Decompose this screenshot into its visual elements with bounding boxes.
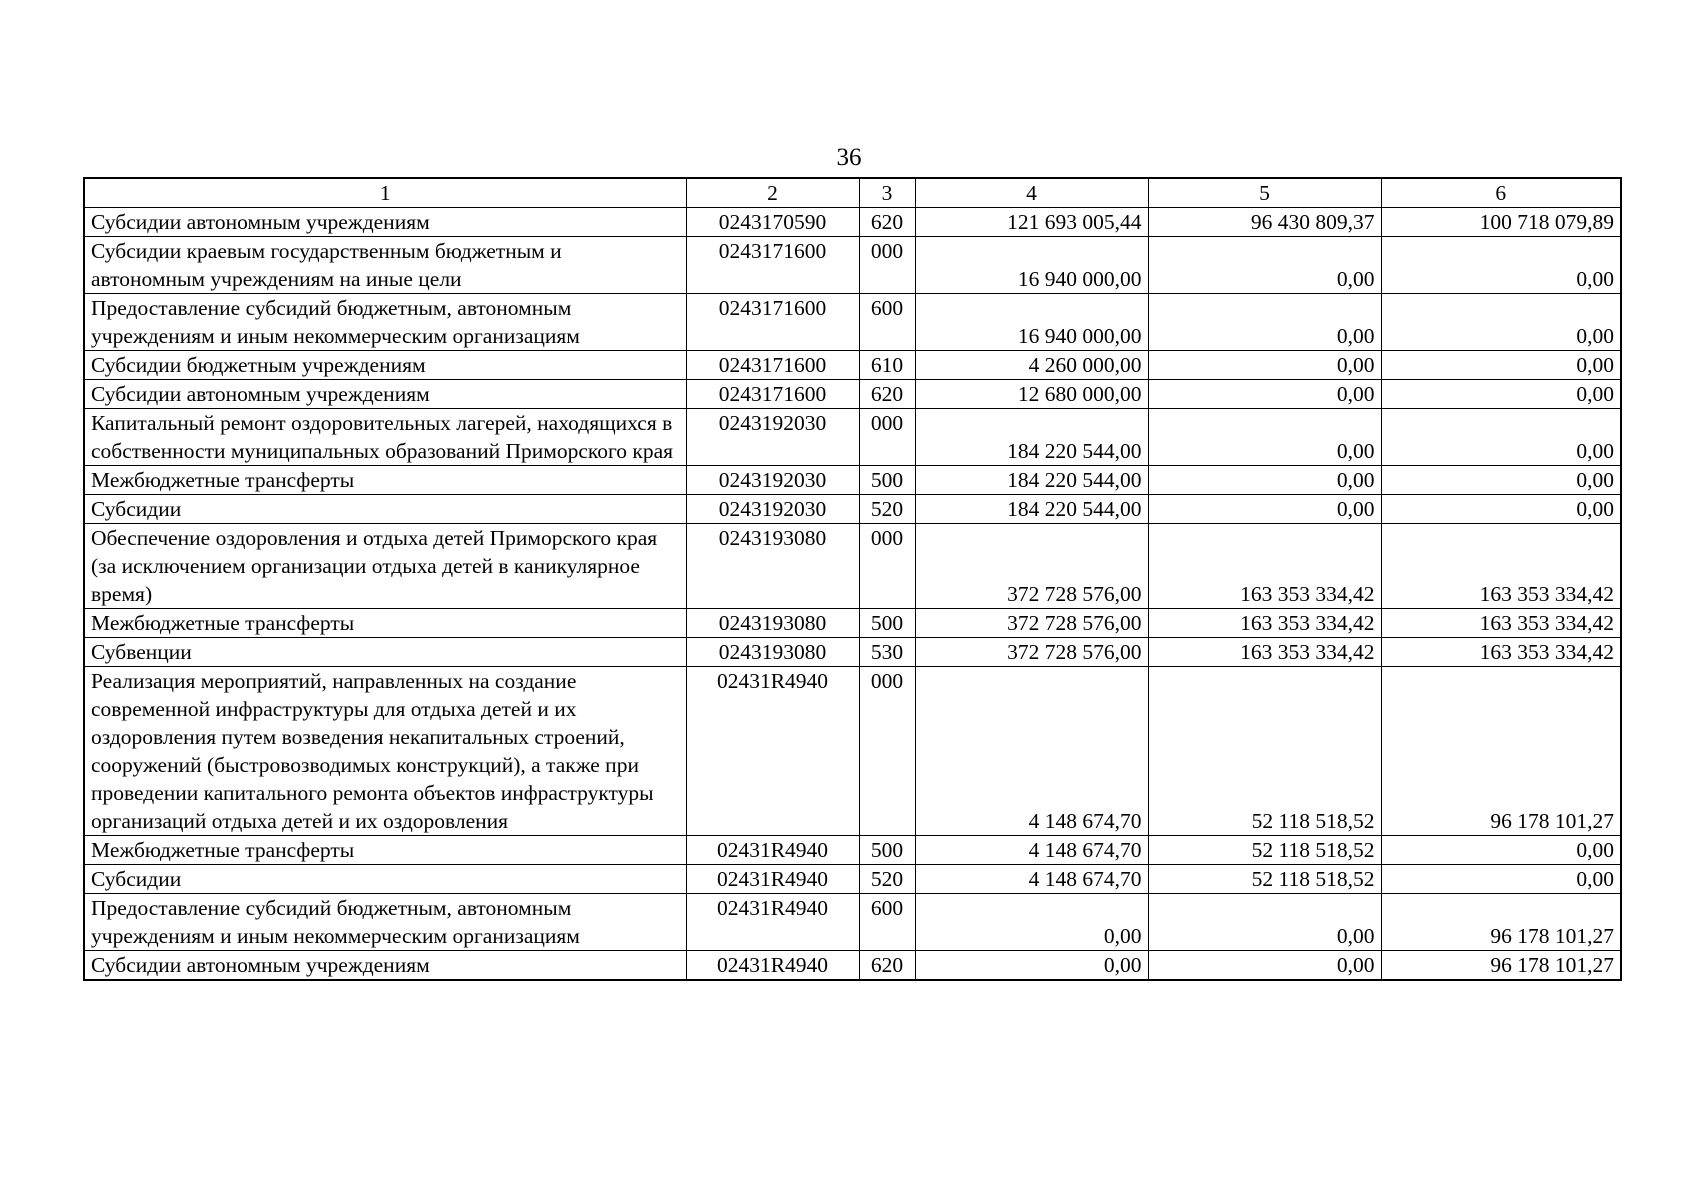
row-amount-col4-cell: 16 940 000,00 [915,237,1148,294]
row-amount-col6-cell: 100 718 079,89 [1381,208,1621,237]
row-amount-col6-cell: 0,00 [1381,466,1621,495]
row-expense-type-cell: 000 [859,237,915,294]
row-amount-col5-cell: 0,00 [1148,294,1381,351]
row-amount-col6-cell: 0,00 [1381,237,1621,294]
row-amount-col6-cell: 163 353 334,42 [1381,609,1621,638]
row-code-cell: 0243192030 [686,466,859,495]
row-name-cell: Субсидии бюджетным учреждениям [84,351,686,380]
row-name-cell: Капитальный ремонт оздоровительных лагерей, находящихся в собственности муниципальных образований Приморского края [84,409,686,466]
row-code-cell: 0243192030 [686,495,859,524]
row-amount-col5-cell: 0,00 [1148,409,1381,466]
row-amount-col5-cell: 52 118 518,52 [1148,836,1381,865]
table-row [84,865,1621,894]
row-amount-col6-cell: 0,00 [1381,351,1621,380]
row-amount-col4-cell: 372 728 576,00 [915,638,1148,667]
row-amount-col5-cell: 163 353 334,42 [1148,638,1381,667]
row-name-cell: Субсидии автономным учреждениям [84,208,686,237]
row-name-cell: Субсидии краевым государственным бюджетным и автономным учреждениям на иные цели [84,237,686,294]
row-name-cell: Субсидии автономным учреждениям [84,951,686,981]
table-row [84,609,1621,638]
row-expense-type-cell: 620 [859,208,915,237]
row-code-cell: 0243171600 [686,380,859,409]
row-expense-type-cell: 600 [859,894,915,951]
row-expense-type-cell: 600 [859,294,915,351]
row-code-cell: 0243171600 [686,294,859,351]
table-row [84,351,1621,380]
row-expense-type-cell: 620 [859,951,915,981]
row-expense-type-cell: 530 [859,638,915,667]
row-amount-col6-cell: 0,00 [1381,409,1621,466]
row-amount-col5-cell: 0,00 [1148,951,1381,981]
table-row [84,294,1621,351]
row-amount-col6-cell: 96 178 101,27 [1381,951,1621,981]
row-name-cell: Межбюджетные трансферты [84,836,686,865]
row-amount-col5-cell: 0,00 [1148,894,1381,951]
row-name-cell: Реализация мероприятий, направленных на создание современной инфраструктуры для отдыха детей и их оздоровления путем возведения некапитальных строений, сооружений (быстровозводимых конструкций), а также при проведении капитального ремонта объектов инфраструктуры организаций отдыха детей и их оздоровления [84,667,686,836]
table-row [84,208,1621,237]
table-header-row [84,178,1621,208]
row-amount-col4-cell: 0,00 [915,894,1148,951]
table-row [84,638,1621,667]
table-row [84,466,1621,495]
column-header: 3 [859,178,915,208]
row-amount-col5-cell: 52 118 518,52 [1148,865,1381,894]
row-amount-col5-cell: 163 353 334,42 [1148,609,1381,638]
row-amount-col5-cell: 0,00 [1148,380,1381,409]
row-code-cell: 02431R4940 [686,667,859,836]
row-amount-col5-cell: 163 353 334,42 [1148,524,1381,609]
row-amount-col6-cell: 0,00 [1381,380,1621,409]
column-header: 4 [915,178,1148,208]
row-amount-col6-cell: 163 353 334,42 [1381,638,1621,667]
row-expense-type-cell: 000 [859,667,915,836]
column-header: 2 [686,178,859,208]
row-amount-col5-cell: 0,00 [1148,495,1381,524]
row-expense-type-cell: 500 [859,609,915,638]
row-expense-type-cell: 520 [859,495,915,524]
table-row [84,836,1621,865]
row-amount-col5-cell: 0,00 [1148,237,1381,294]
budget-table [83,177,1622,981]
row-amount-col4-cell: 184 220 544,00 [915,466,1148,495]
column-header: 5 [1148,178,1381,208]
row-amount-col6-cell: 0,00 [1381,836,1621,865]
table-row [84,495,1621,524]
table-row [84,524,1621,609]
row-name-cell: Субвенции [84,638,686,667]
row-expense-type-cell: 000 [859,524,915,609]
row-expense-type-cell: 620 [859,380,915,409]
row-amount-col4-cell: 16 940 000,00 [915,294,1148,351]
row-amount-col4-cell: 4 148 674,70 [915,667,1148,836]
row-code-cell: 0243171600 [686,237,859,294]
row-name-cell: Межбюджетные трансферты [84,466,686,495]
row-amount-col4-cell: 4 148 674,70 [915,836,1148,865]
row-amount-col6-cell: 96 178 101,27 [1381,667,1621,836]
table-row [84,409,1621,466]
row-code-cell: 02431R4940 [686,951,859,981]
row-amount-col5-cell: 0,00 [1148,351,1381,380]
row-amount-col5-cell: 0,00 [1148,466,1381,495]
row-name-cell: Межбюджетные трансферты [84,609,686,638]
row-amount-col4-cell: 121 693 005,44 [915,208,1148,237]
row-expense-type-cell: 500 [859,836,915,865]
row-name-cell: Предоставление субсидий бюджетным, автономным учреждениям и иным некоммерческим организациям [84,294,686,351]
row-expense-type-cell: 000 [859,409,915,466]
row-amount-col4-cell: 0,00 [915,951,1148,981]
row-amount-col4-cell: 372 728 576,00 [915,609,1148,638]
row-amount-col6-cell: 96 178 101,27 [1381,894,1621,951]
row-amount-col4-cell: 184 220 544,00 [915,495,1148,524]
row-name-cell: Субсидии [84,865,686,894]
row-amount-col6-cell: 0,00 [1381,495,1621,524]
row-code-cell: 0243170590 [686,208,859,237]
row-code-cell: 02431R4940 [686,865,859,894]
row-code-cell: 02431R4940 [686,894,859,951]
row-amount-col4-cell: 184 220 544,00 [915,409,1148,466]
row-code-cell: 0243192030 [686,409,859,466]
table-row [84,380,1621,409]
table-row [84,667,1621,836]
page-number: 36 [836,144,862,171]
row-amount-col4-cell: 4 148 674,70 [915,865,1148,894]
row-expense-type-cell: 520 [859,865,915,894]
row-code-cell: 0243193080 [686,638,859,667]
row-name-cell: Субсидии [84,495,686,524]
table-row [84,951,1621,981]
row-amount-col6-cell: 163 353 334,42 [1381,524,1621,609]
row-amount-col5-cell: 96 430 809,37 [1148,208,1381,237]
column-header: 6 [1381,178,1621,208]
row-amount-col4-cell: 4 260 000,00 [915,351,1148,380]
row-amount-col5-cell: 52 118 518,52 [1148,667,1381,836]
row-code-cell: 0243193080 [686,609,859,638]
row-code-cell: 0243193080 [686,524,859,609]
row-amount-col4-cell: 12 680 000,00 [915,380,1148,409]
table-row [84,237,1621,294]
row-name-cell: Субсидии автономным учреждениям [84,380,686,409]
column-header: 1 [84,178,686,208]
row-expense-type-cell: 500 [859,466,915,495]
row-amount-col6-cell: 0,00 [1381,294,1621,351]
row-amount-col4-cell: 372 728 576,00 [915,524,1148,609]
row-expense-type-cell: 610 [859,351,915,380]
row-name-cell: Обеспечение оздоровления и отдыха детей Приморского края (за исключением организации отдыха детей в каникулярное время) [84,524,686,609]
row-code-cell: 02431R4940 [686,836,859,865]
row-name-cell: Предоставление субсидий бюджетным, автономным учреждениям и иным некоммерческим организациям [84,894,686,951]
row-amount-col6-cell: 0,00 [1381,865,1621,894]
table-row [84,894,1621,951]
table-body [84,208,1621,981]
row-code-cell: 0243171600 [686,351,859,380]
